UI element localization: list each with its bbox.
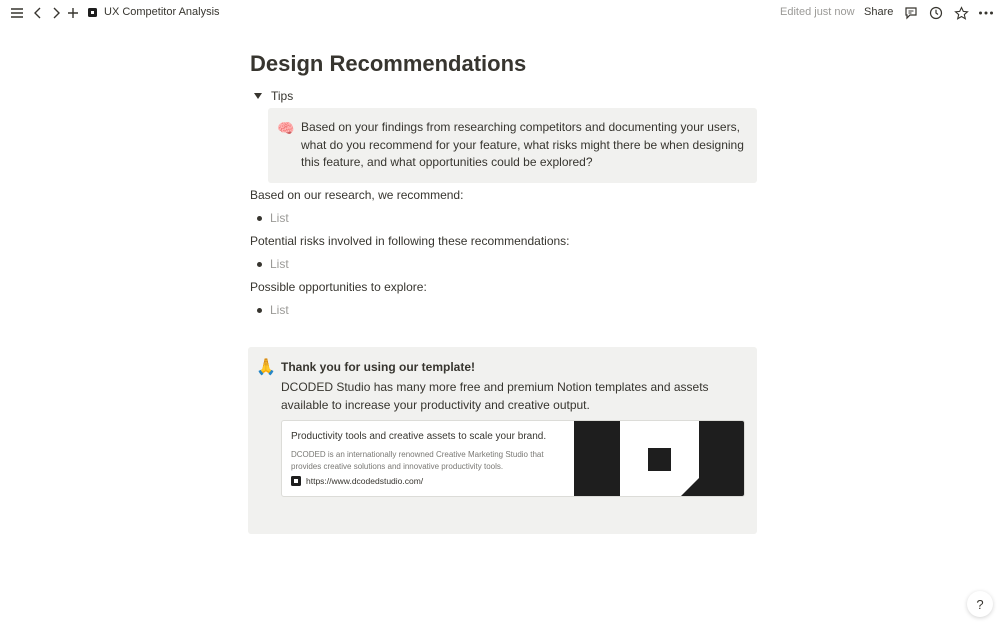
- dcoded-favicon-icon: [291, 476, 301, 486]
- page-icon: [88, 8, 97, 17]
- tips-toggle[interactable]: [250, 87, 293, 105]
- more-icon[interactable]: [977, 4, 995, 22]
- help-button[interactable]: ?: [967, 591, 993, 617]
- folded-hands-icon[interactable]: 🙏: [256, 359, 276, 376]
- edited-status: Edited just now: [780, 6, 855, 18]
- bookmark-preview-image: [574, 421, 745, 497]
- add-icon[interactable]: [64, 4, 82, 22]
- page-heading: Design Recommendations: [250, 51, 527, 76]
- favorite-star-icon[interactable]: [952, 4, 970, 22]
- list-item[interactable]: [250, 302, 289, 318]
- logo-square: [648, 448, 671, 471]
- tips-callout-text: Based on your findings from researching competitors and documenting your users, what do you recommend for your feature, what risks might there be when designing this feature, and what opportunities could be explored?: [301, 120, 744, 169]
- tips-callout: [268, 108, 757, 183]
- bookmark-title: Productivity tools and creative assets to scale your brand.: [291, 431, 547, 442]
- brain-icon[interactable]: 🧠: [277, 120, 295, 136]
- top-bar: [0, 0, 1005, 26]
- comments-icon[interactable]: [902, 4, 920, 22]
- bullet-icon: [257, 262, 262, 267]
- toggle-triangle-icon[interactable]: [254, 93, 262, 99]
- toggle-label: Tips: [271, 89, 294, 103]
- list-item[interactable]: [250, 256, 289, 272]
- thanks-title: Thank you for using our template!: [281, 360, 476, 374]
- list-placeholder: List: [270, 257, 289, 271]
- menu-icon[interactable]: [8, 4, 26, 22]
- bookmark-card[interactable]: [281, 420, 745, 497]
- bullet-icon: [257, 308, 262, 313]
- forward-icon[interactable]: [47, 4, 65, 22]
- bookmark-url-row: [291, 476, 423, 486]
- list-placeholder: List: [270, 303, 289, 317]
- bookmark-url: https://www.dcodedstudio.com/: [306, 476, 424, 486]
- breadcrumb-page-title[interactable]: UX Competitor Analysis: [104, 6, 220, 18]
- thanks-body: DCODED Studio has many more free and premium Notion templates and assets available to increase your productivity and creative output.: [281, 380, 709, 412]
- bullet-icon: [257, 216, 262, 221]
- logo-corner: [680, 478, 699, 497]
- opportunities-text: Possible opportunities to explore:: [250, 280, 427, 294]
- list-item[interactable]: [250, 210, 289, 226]
- list-placeholder: List: [270, 211, 289, 225]
- risks-text: Potential risks involved in following these recommendations:: [250, 234, 570, 248]
- recommend-text: Based on our research, we recommend:: [250, 188, 464, 202]
- back-icon[interactable]: [29, 4, 47, 22]
- bookmark-description: DCODED is an internationally renowned Creative Marketing Studio that provides creative solutions and innovative productivity tools.: [291, 450, 544, 471]
- share-button[interactable]: Share: [864, 6, 894, 18]
- updates-clock-icon[interactable]: [927, 4, 945, 22]
